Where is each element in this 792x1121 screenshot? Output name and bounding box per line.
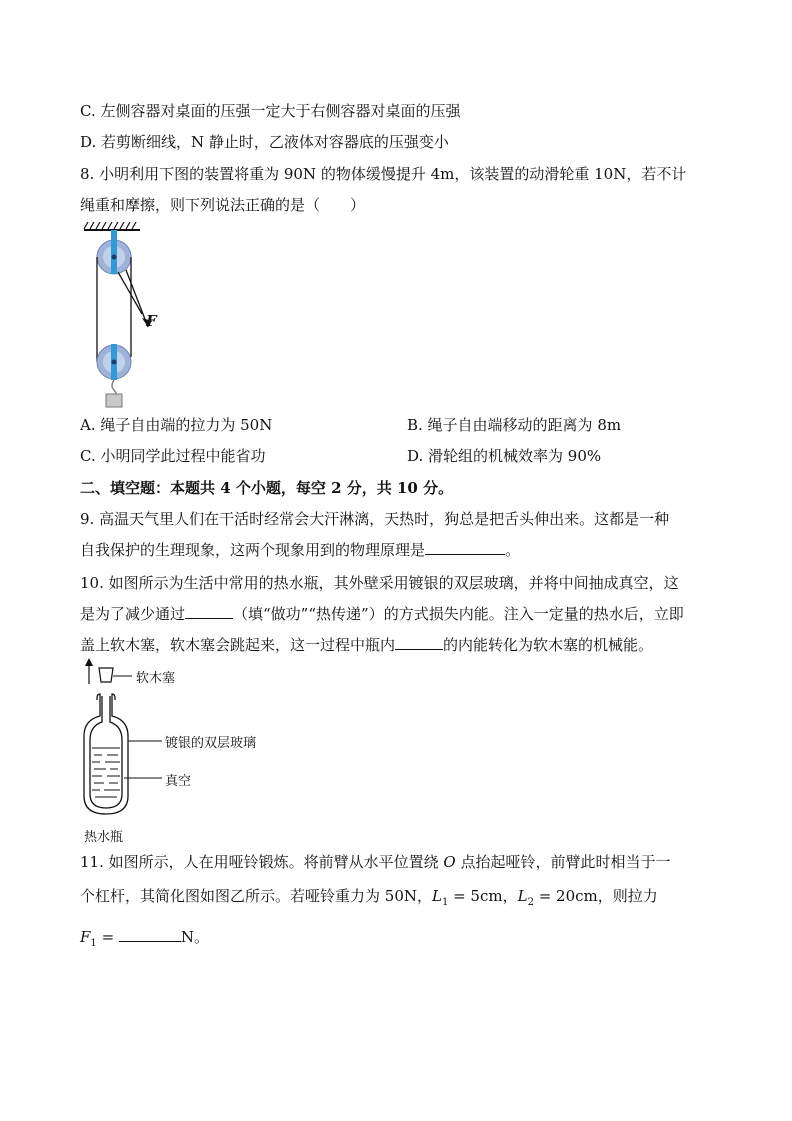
option-c-prev: C. 左侧容器对桌面的压强一定大于右侧容器对桌面的压强 (80, 102, 461, 120)
q8-option-a: A. 绳子自由端的拉力为 50N (80, 416, 273, 434)
force-label-f: F (146, 312, 157, 330)
q11-answer-blank[interactable] (119, 927, 181, 942)
q8-option-b: B. 绳子自由端移动的距离为 8m (407, 416, 622, 434)
q8-stem-line2: 绳重和摩擦，则下列说法正确的是（ ） (80, 196, 366, 214)
q11-stem-line1: 11. 如图所示，人在用哑铃锻炼。将前臂从水平位置绕 O 点抬起哑铃，前臂此时相当于一 (80, 853, 671, 871)
section-fill-in-heading: 二、填空题：本题共 4 个小题，每空 2 分，共 10 分。 (80, 479, 454, 497)
q8-option-d: D. 滑轮组的机械效率为 90% (407, 447, 602, 465)
q10-stem-line3: 盖上软木塞，软木塞会跳起来，这一过程中瓶内 的内能转化为软木塞的机械能。 (80, 636, 654, 654)
cork (99, 668, 113, 682)
option-d-prev: D. 若剪断细线，N 静止时，乙液体对容器底的压强变小 (80, 133, 449, 151)
thermos-caption: 热水瓶 (84, 830, 124, 845)
q10-stem-line2: 是为了减少通过 （填“做功”“热传递”）的方式损失内能。注入一定量的热水后，立即 (80, 605, 684, 623)
cork-label: 软木塞 (136, 671, 176, 686)
q11-stem-line3: $F_1 = N$。 (80, 928, 210, 949)
q10-answer-blank-1[interactable] (185, 604, 233, 619)
q9-stem-line1: 9. 高温天气里人们在干活时经常会大汗淋漓，天热时，狗总是把舌头伸出来。这都是一种 (80, 510, 670, 528)
q9-answer-blank[interactable] (425, 540, 505, 555)
q8-stem-line1: 8. 小明利用下图的装置将重为 90N 的物体缓慢提升 4m，该装置的动滑轮重 10N，若不计 (80, 165, 687, 183)
vacuum-label: 真空 (165, 774, 192, 789)
weight-block (106, 394, 122, 407)
glass-label: 镀银的双层玻璃 (165, 736, 257, 751)
q8-option-c: C. 小明同学此过程中能省功 (80, 447, 266, 465)
q9-stem-line2: 自我保护的生理现象，这两个现象用到的物理原理是 。 (80, 541, 521, 559)
pulley-figure (82, 222, 192, 408)
q11-stem-line2: 个杠杆，其简化图如图乙所示。若哑铃重力为 50N，$L_1 = 5cm$，$L_2 = 20cm$，则拉力 (80, 887, 658, 908)
q10-stem-line1: 10. 如图所示为生活中常用的热水瓶，其外壁采用镀银的双层玻璃，并将中间抽成真空，这 (80, 574, 679, 592)
q10-answer-blank-2[interactable] (395, 635, 443, 650)
